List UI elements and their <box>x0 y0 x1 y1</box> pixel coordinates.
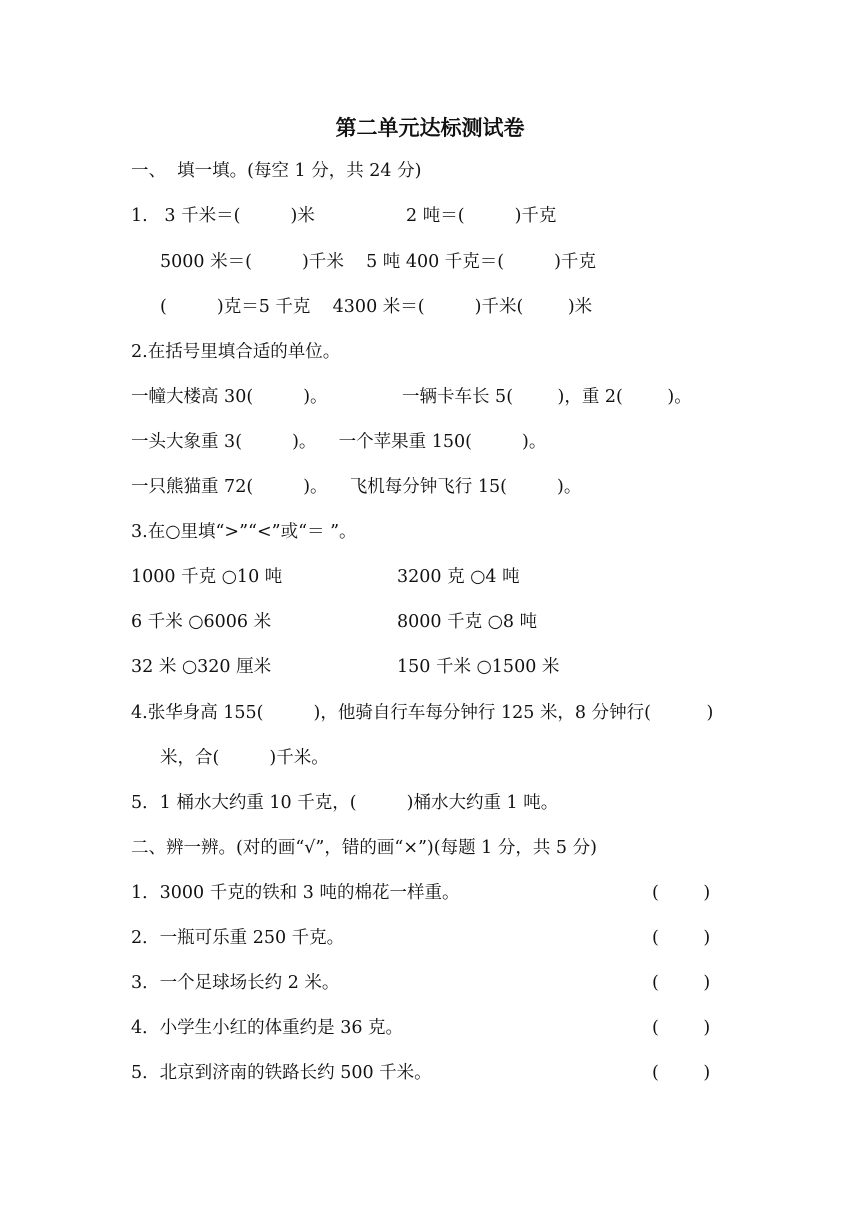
q3-row1-right: 3200 克 ○4 吨 <box>397 567 520 587</box>
q4-line1: 4.张华身高 155( )，他骑自行车每分钟行 125 米，8 分钟行( ) <box>131 703 714 723</box>
section2-heading: 二、辨一辨。(对的画“√”，错的画“×”)(每题 1 分，共 5 分) <box>131 838 597 858</box>
judge-item-bracket: ( ) <box>652 928 711 948</box>
q2-heading: 2.在括号里填合适的单位。 <box>131 342 341 362</box>
judge-item-text: 3．一个足球场长约 2 米。 <box>131 973 340 993</box>
judge-item-bracket: ( ) <box>652 1018 711 1038</box>
judge-item-text: 1．3000 千克的铁和 3 吨的棉花一样重。 <box>131 883 460 903</box>
judge-item-text: 5．北京到济南的铁路长约 500 千米。 <box>131 1063 432 1083</box>
judge-item-text: 4．小学生小红的体重约是 36 克。 <box>131 1018 404 1038</box>
q3-row3-right: 150 千米 ○1500 米 <box>397 657 560 677</box>
q1-row2: 5000 米＝( )千米 5 吨 400 千克＝( )千克 <box>160 252 597 272</box>
judge-item-bracket: ( ) <box>652 973 711 993</box>
q2-row2: 一头大象重 3( )。 一个苹果重 150( )。 <box>131 432 547 452</box>
q3-row2-left: 6 千米 ○6006 米 <box>131 612 272 632</box>
section1-heading: 一、 填一填。(每空 1 分，共 24 分) <box>131 161 422 181</box>
q4-line2: 米，合( )千米。 <box>160 748 329 768</box>
q3-heading: 3.在○里填“>”“<”或“＝ ”。 <box>131 522 357 542</box>
q2-row1-right: 一辆卡车长 5( )，重 2( )。 <box>402 387 692 407</box>
q5-line: 5．1 桶水大约重 10 千克，( )桶水大约重 1 吨。 <box>131 793 559 813</box>
page-title: 第二单元达标测试卷 <box>335 116 525 140</box>
q2-row3: 一只熊猫重 72( )。 飞机每分钟飞行 15( )。 <box>131 477 582 497</box>
q2-row1-left: 一幢大楼高 30( )。 <box>131 387 328 407</box>
q1-row1-right: 2 吨＝( )千克 <box>406 206 557 226</box>
q3-row2-right: 8000 千克 ○8 吨 <box>397 612 538 632</box>
judge-item-bracket: ( ) <box>652 883 711 903</box>
judge-item-text: 2．一瓶可乐重 250 千克。 <box>131 928 345 948</box>
q1-row1-left: 1. 3 千米＝( )米 <box>131 206 315 226</box>
judge-item-bracket: ( ) <box>652 1063 711 1083</box>
q3-row1-left: 1000 千克 ○10 吨 <box>131 567 283 587</box>
q1-row3: ( )克＝5 千克 4300 米＝( )千米( )米 <box>160 297 593 317</box>
q3-row3-left: 32 米 ○320 厘米 <box>131 657 272 677</box>
